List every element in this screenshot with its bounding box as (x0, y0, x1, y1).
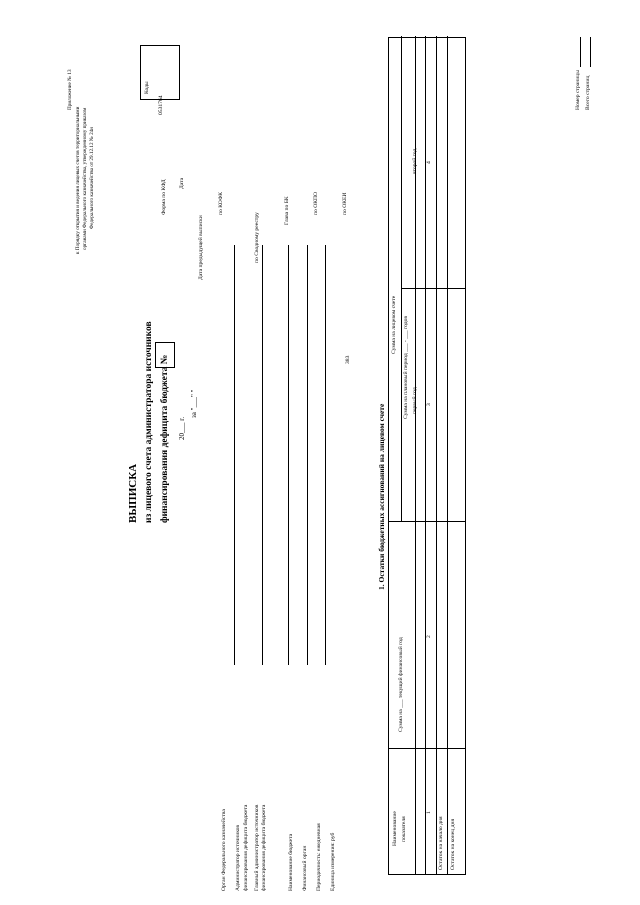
row-end-of-day: Остаток на конец дня (450, 818, 456, 870)
fill-line-budget (307, 245, 308, 665)
page-number-line (580, 37, 581, 67)
codes-form-value: 0531764 (158, 95, 164, 115)
col-group-divider (401, 36, 402, 522)
page-total-label: Всего страниц (585, 75, 591, 110)
statement-subtitle-1: из лицевого счета администратора источников (144, 321, 154, 523)
appendix-number: Приложение № 13 (67, 69, 73, 110)
fill-line-admin (262, 245, 263, 665)
fill-line-fk (234, 245, 235, 665)
col-num-3: 3 (426, 403, 432, 406)
balances-table (388, 37, 466, 875)
col-year1-header: первый год (412, 387, 418, 414)
field-admin: Администратор источников (235, 824, 241, 891)
section-title: 1. Остатки бюджетных ассигнований на лицевом счете (377, 403, 386, 590)
codes-header: Коды (144, 81, 150, 94)
appendix-line-2: органами Федерального казначейства, утвержденному приказом (82, 107, 88, 250)
code-label-kofk: по КОФК (218, 191, 224, 215)
page-number-label: Номер страницы (575, 70, 581, 110)
field-unit: Единица измерения: руб (330, 832, 336, 891)
code-label-kfd: Форма по КФД (161, 179, 167, 215)
col-name-header: Наименование (392, 811, 398, 846)
field-main-admin: Главный администратор источников (254, 804, 260, 891)
field-budget-name: Наименование бюджета (288, 833, 294, 891)
code-label-okpo: по ОКПО (313, 191, 319, 215)
code-label-okei: по ОКЕИ (342, 192, 348, 215)
code-label-prev-date: Дата предыдущей выписки (198, 215, 204, 280)
appendix-line-3: Федерального казначейства от 29.12.12 № 24н (89, 126, 95, 229)
col-sep-1 (389, 748, 465, 749)
col-name-header-2: показателя (401, 816, 407, 842)
code-label-bk: Глава по БК (284, 196, 290, 225)
col-num-2: 2 (426, 635, 432, 638)
statement-subtitle-2: финансирования дефицита бюджета № (160, 354, 170, 523)
codes-okei-value: 383 (345, 355, 351, 364)
fill-line-main-admin (288, 245, 289, 665)
field-admin-2: финансирования дефицита бюджета (243, 804, 249, 891)
code-label-registry: по Сводному реестру (254, 212, 260, 263)
col-num-1: 1 (426, 811, 432, 814)
code-label-date: Дата (179, 177, 185, 189)
statement-date-prefix: за "___" " (190, 389, 198, 418)
field-main-admin-2: финансирования дефицита бюджета (261, 804, 267, 891)
col-sum-header: Сумма на ___ текущий финансовый год (398, 637, 404, 732)
statement-title: ВЫПИСКА (127, 463, 139, 523)
col-sep-3 (401, 288, 465, 289)
field-fk-organ: Орган Федерального казначейства (221, 809, 227, 891)
fill-line-fin-organ (325, 245, 326, 665)
page-total-line (590, 37, 591, 67)
row-start-of-day: Остаток на начало дня (438, 816, 444, 870)
statement-date-year: 20___ г. (178, 416, 186, 440)
appendix-line-1: к Порядку открытия и ведения лицевых счетов территориальными (75, 106, 81, 254)
col-group-header: Сумма на лицевом счете (391, 295, 397, 354)
col-num-4: 4 (426, 161, 432, 164)
col-plan-header: Сумма на плановый период ___ - ___ годов (403, 315, 409, 419)
col-year2-header: второй год (412, 148, 418, 174)
field-periodicity: Периодичность: ежедневная (316, 823, 322, 891)
field-fin-organ: Финансовый орган (302, 845, 308, 891)
